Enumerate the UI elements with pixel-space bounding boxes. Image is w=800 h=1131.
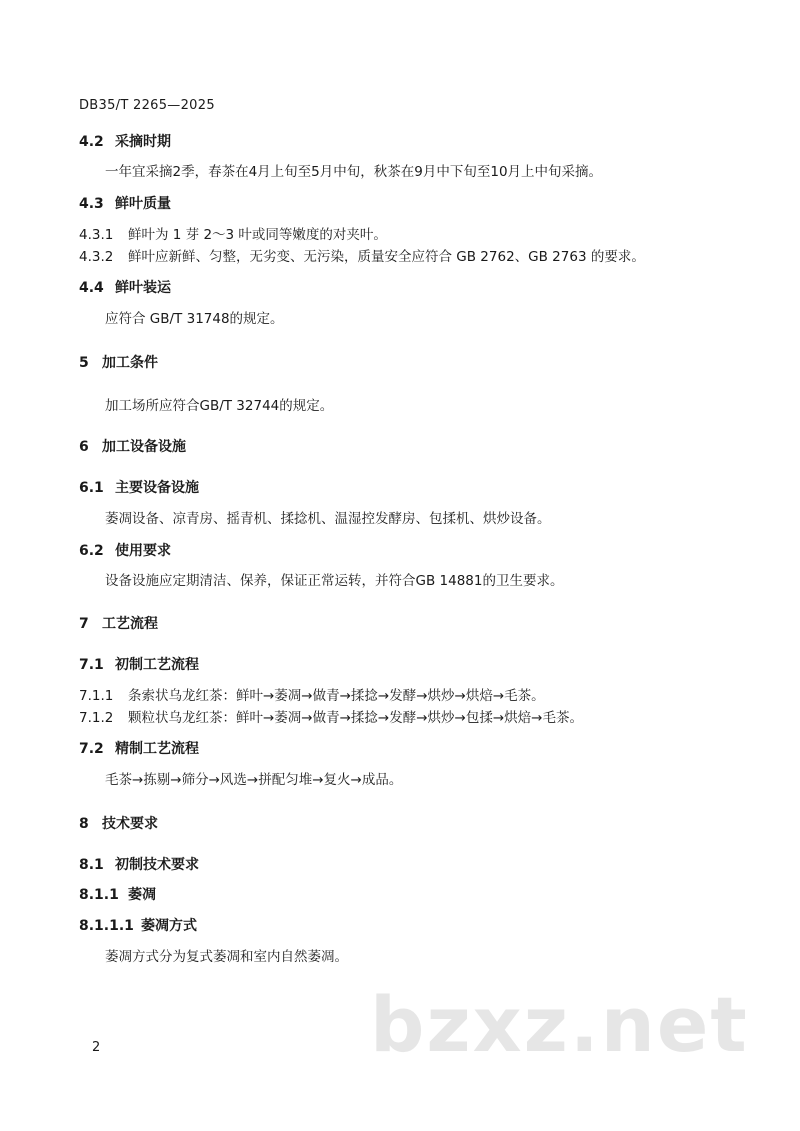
section-number: 8.1.1 (79, 887, 119, 903)
section-title: 工艺流程 (102, 616, 158, 632)
section-number: 4.2 (79, 134, 104, 150)
paragraph-8-1-1-1: 萎凋方式分为复式萎凋和室内自然萎凋。 (105, 949, 348, 965)
heading-4-2 (79, 133, 171, 151)
section-number: 6 (79, 439, 89, 455)
heading-5 (79, 354, 158, 372)
section-title: 采摘时期 (115, 134, 171, 150)
section-number: 6.2 (79, 543, 104, 559)
paragraph-6-2: 设备设施应定期清洁、保养，保证正常运转，并符合GB 14881的卫生要求。 (105, 573, 564, 589)
section-number: 8.1 (79, 857, 104, 873)
section-title: 技术要求 (102, 816, 158, 832)
paragraph-6-1: 萎凋设备、凉青房、摇青机、揉捻机、温湿控发酵房、包揉机、烘炒设备。 (105, 511, 551, 527)
heading-7-2 (79, 740, 199, 758)
paragraph-5: 加工场所应符合GB/T 32744的规定。 (105, 398, 334, 414)
document-code: DB35/T 2265—2025 (79, 98, 215, 113)
section-number: 5 (79, 355, 89, 371)
section-title: 初制工艺流程 (115, 657, 199, 673)
heading-6 (79, 438, 186, 456)
section-title: 萎凋 (128, 887, 156, 903)
section-title: 加工条件 (102, 355, 158, 371)
clause-number: 7.1.1 (79, 688, 114, 704)
clause-4-3-2 (79, 248, 645, 266)
section-number: 6.1 (79, 480, 104, 496)
page-number: 2 (92, 1040, 101, 1055)
heading-6-2 (79, 542, 171, 560)
clause-number: 4.3.1 (79, 227, 114, 243)
clause-7-1-2 (79, 709, 583, 727)
clause-number: 4.3.2 (79, 249, 114, 265)
section-title: 初制技术要求 (115, 857, 199, 873)
section-title: 使用要求 (115, 543, 171, 559)
clause-7-1-1 (79, 687, 545, 705)
section-number: 4.3 (79, 196, 104, 212)
section-title: 萎凋方式 (141, 918, 197, 934)
section-number: 7.1 (79, 657, 104, 673)
section-title: 主要设备设施 (115, 480, 199, 496)
clause-4-3-1 (79, 226, 387, 244)
paragraph-7-2: 毛茶→拣剔→筛分→风选→拼配匀堆→复火→成品。 (105, 772, 403, 788)
paragraph-4-4: 应符合 GB/T 31748的规定。 (105, 311, 284, 327)
heading-8 (79, 815, 158, 833)
heading-7 (79, 615, 158, 633)
section-number: 8.1.1.1 (79, 918, 134, 934)
heading-4-4 (79, 279, 171, 297)
section-number: 7.2 (79, 741, 104, 757)
heading-6-1 (79, 479, 199, 497)
heading-7-1 (79, 656, 199, 674)
heading-4-3 (79, 195, 171, 213)
paragraph-4-2: 一年宜采摘2季，春茶在4月上旬至5月中旬，秋茶在9月中下旬至10月上中旬采摘。 (105, 164, 603, 180)
heading-8-1-1 (79, 886, 156, 904)
section-number: 7 (79, 616, 89, 632)
section-title: 鲜叶装运 (115, 280, 171, 296)
section-title: 精制工艺流程 (115, 741, 199, 757)
section-title: 鲜叶质量 (115, 196, 171, 212)
section-number: 8 (79, 816, 89, 832)
clause-text: 鲜叶应新鲜、匀整，无劣变、无污染，质量安全应符合 GB 2762、GB 2763 的要求。 (128, 249, 645, 265)
watermark: bzxz.net (370, 980, 749, 1069)
heading-8-1 (79, 856, 199, 874)
clause-number: 7.1.2 (79, 710, 114, 726)
heading-8-1-1-1 (79, 917, 197, 935)
section-number: 4.4 (79, 280, 104, 296)
section-title: 加工设备设施 (102, 439, 186, 455)
clause-text: 颗粒状乌龙红茶：鲜叶→萎凋→做青→揉捻→发酵→烘炒→包揉→烘焙→毛茶。 (128, 710, 583, 726)
clause-text: 鲜叶为 1 芽 2～3 叶或同等嫩度的对夹叶。 (128, 227, 387, 243)
clause-text: 条索状乌龙红茶：鲜叶→萎凋→做青→揉捻→发酵→烘炒→烘焙→毛茶。 (128, 688, 545, 704)
